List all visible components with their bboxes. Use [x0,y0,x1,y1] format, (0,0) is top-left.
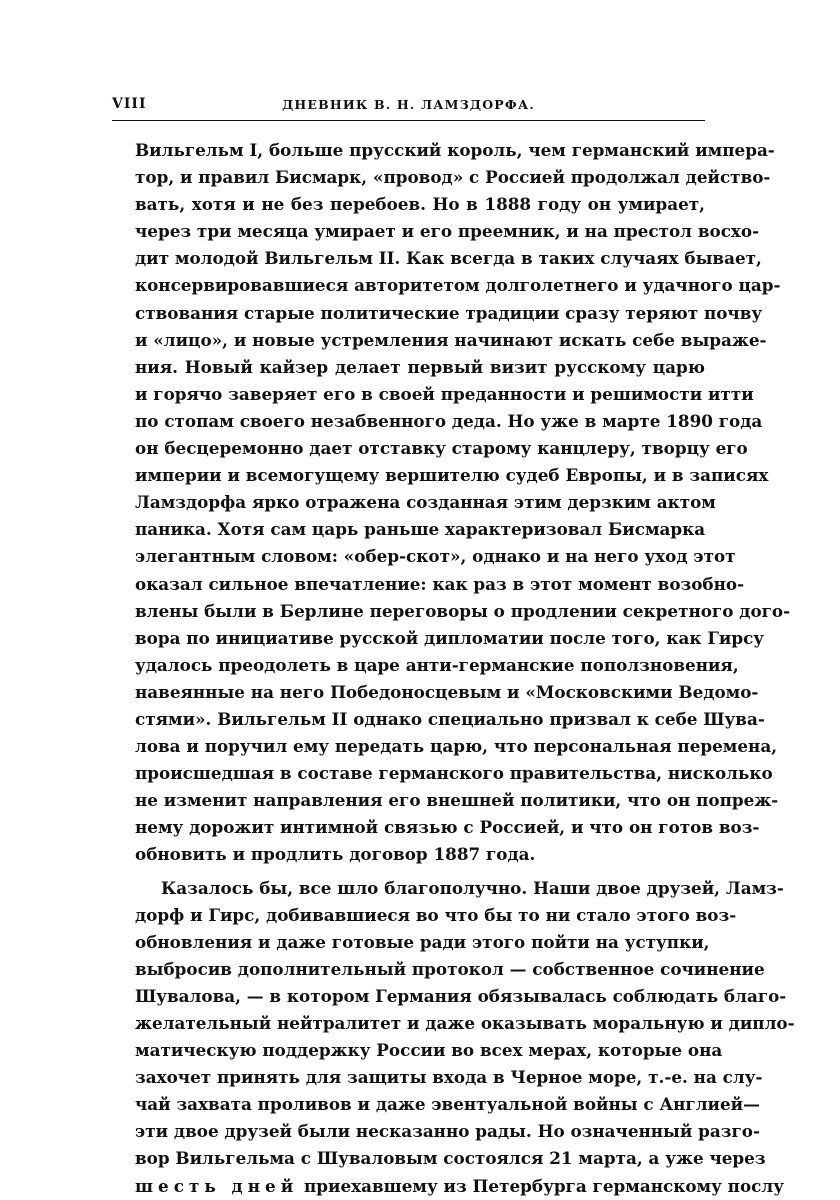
text-line: вор Вильгельма с Шуваловым состоялся 21 марта, а уже через [135,1148,766,1169]
text-line: удалось преодолеть в царе анти-германские поползновения, [135,654,739,675]
page-header [112,96,705,116]
text-line: обновить и продлить договор 1887 года. [135,844,536,865]
running-title: ДНЕВНИК В. Н. ЛАМЗДОРФА. [282,97,535,112]
text-line: нему дорожит интимной связью с Россией, и что он готов воз- [135,817,760,838]
text-line: эти двое друзей были несказанно рады. Но означенный разго- [135,1121,760,1142]
text-line: дит молодой Вильгельм II. Как всегда в таких случаях бывает, [135,248,762,269]
text-line: лова и поручил ему передать царю, что персональная перемена, [135,736,778,757]
text-line: влены были в Берлине переговоры о продлении секретного дого- [135,600,791,621]
text-line: оказал сильное впечатление: как раз в этот момент возобно- [135,573,745,594]
text-line: выбросив дополнительный протокол — собственное сочинение [135,958,765,979]
text-line: и «лицо», и новые устремления начинают искать себе выраже- [135,329,767,350]
page-number: VIII [112,96,147,112]
text-line: элегантным словом: «обер-скот», однако и на него уход этот [135,546,736,567]
text-line: Вильгельм I, больше прусский король, чем германский импера- [135,140,775,160]
text-line: вать, хотя и не без перебоев. Но в 1888 году он умирает, [135,194,705,215]
text-line: тор, и правил Бисмарк, «провод» с Россией продолжал действо- [135,167,771,188]
text-line [135,1173,784,1200]
text-line: Казалось бы, все шло благополучно. Наши двое друзей, Ламз- [161,877,784,898]
text-line: желательный нейтралитет и даже оказывать моральную и дипло- [135,1013,795,1033]
text-line: по стопам своего незабвенного деда. Но уже в марте 1890 года [135,410,763,431]
text-line: вора по инициативе русской дипломатии после того, как Гирсу [135,627,765,648]
text-line: через три месяца умирает и его преемник, и на престол восхо- [135,221,760,242]
text-line: матическую поддержку России во всех мерах, которые она [135,1040,723,1061]
text-line: происшедшая в составе германского правительства, нисколько [135,763,773,784]
text-line: дорф и Гирс, добивавшиеся во что бы то ни стало этого воз- [135,904,737,925]
text-line: ния. Новый кайзер делает первый визит русскому царю [135,356,705,377]
text-line: Ламздорфа ярко отражена созданная этим дерзким актом [135,492,716,513]
text-line: навеянные на него Победоносцевым и «Московскими Ведомо- [135,681,759,702]
text-line: ствования старые политические традиции сразу теряют почву [135,302,763,323]
body-text [135,137,795,1200]
text-line: чай захвата проливов и даже эвентуальной войны с Англией— [135,1094,760,1115]
text-line: обновления и даже готовые ради этого пойти на уступки, [135,931,710,952]
text-line: он бесцеремонно дает отставку старому канцлеру, творцу его [135,438,748,459]
text-fragment: приехавшему из Петербурга германскому послу [298,1175,784,1196]
text-line: захочет принять для защиты входа в Черное море, т.-е. на слу- [135,1067,763,1088]
paragraph-2 [135,875,795,1200]
emphasized-phrase: шесть дней [135,1175,299,1196]
text-line: паника. Хотя сам царь раньше характеризовал Бисмарка [135,519,706,540]
text-line: и горячо заверяет его в своей преданности и решимости итти [135,383,754,404]
header-rule [112,120,705,121]
text-line: не изменит направления его внешней политики, что он попреж- [135,790,779,811]
text-line: Шувалова, — в котором Германия обязывалась соблюдать благо- [135,985,787,1006]
text-line: империи и всемогущему вершителю судеб Европы, и в записях [135,465,769,486]
text-line: консервировавшиеся авторитетом долголетнего и удачного цар- [135,275,781,296]
text-line: стями». Вильгельм II однако специально призвал к себе Шува- [135,708,765,729]
paragraph-1 [135,137,791,869]
